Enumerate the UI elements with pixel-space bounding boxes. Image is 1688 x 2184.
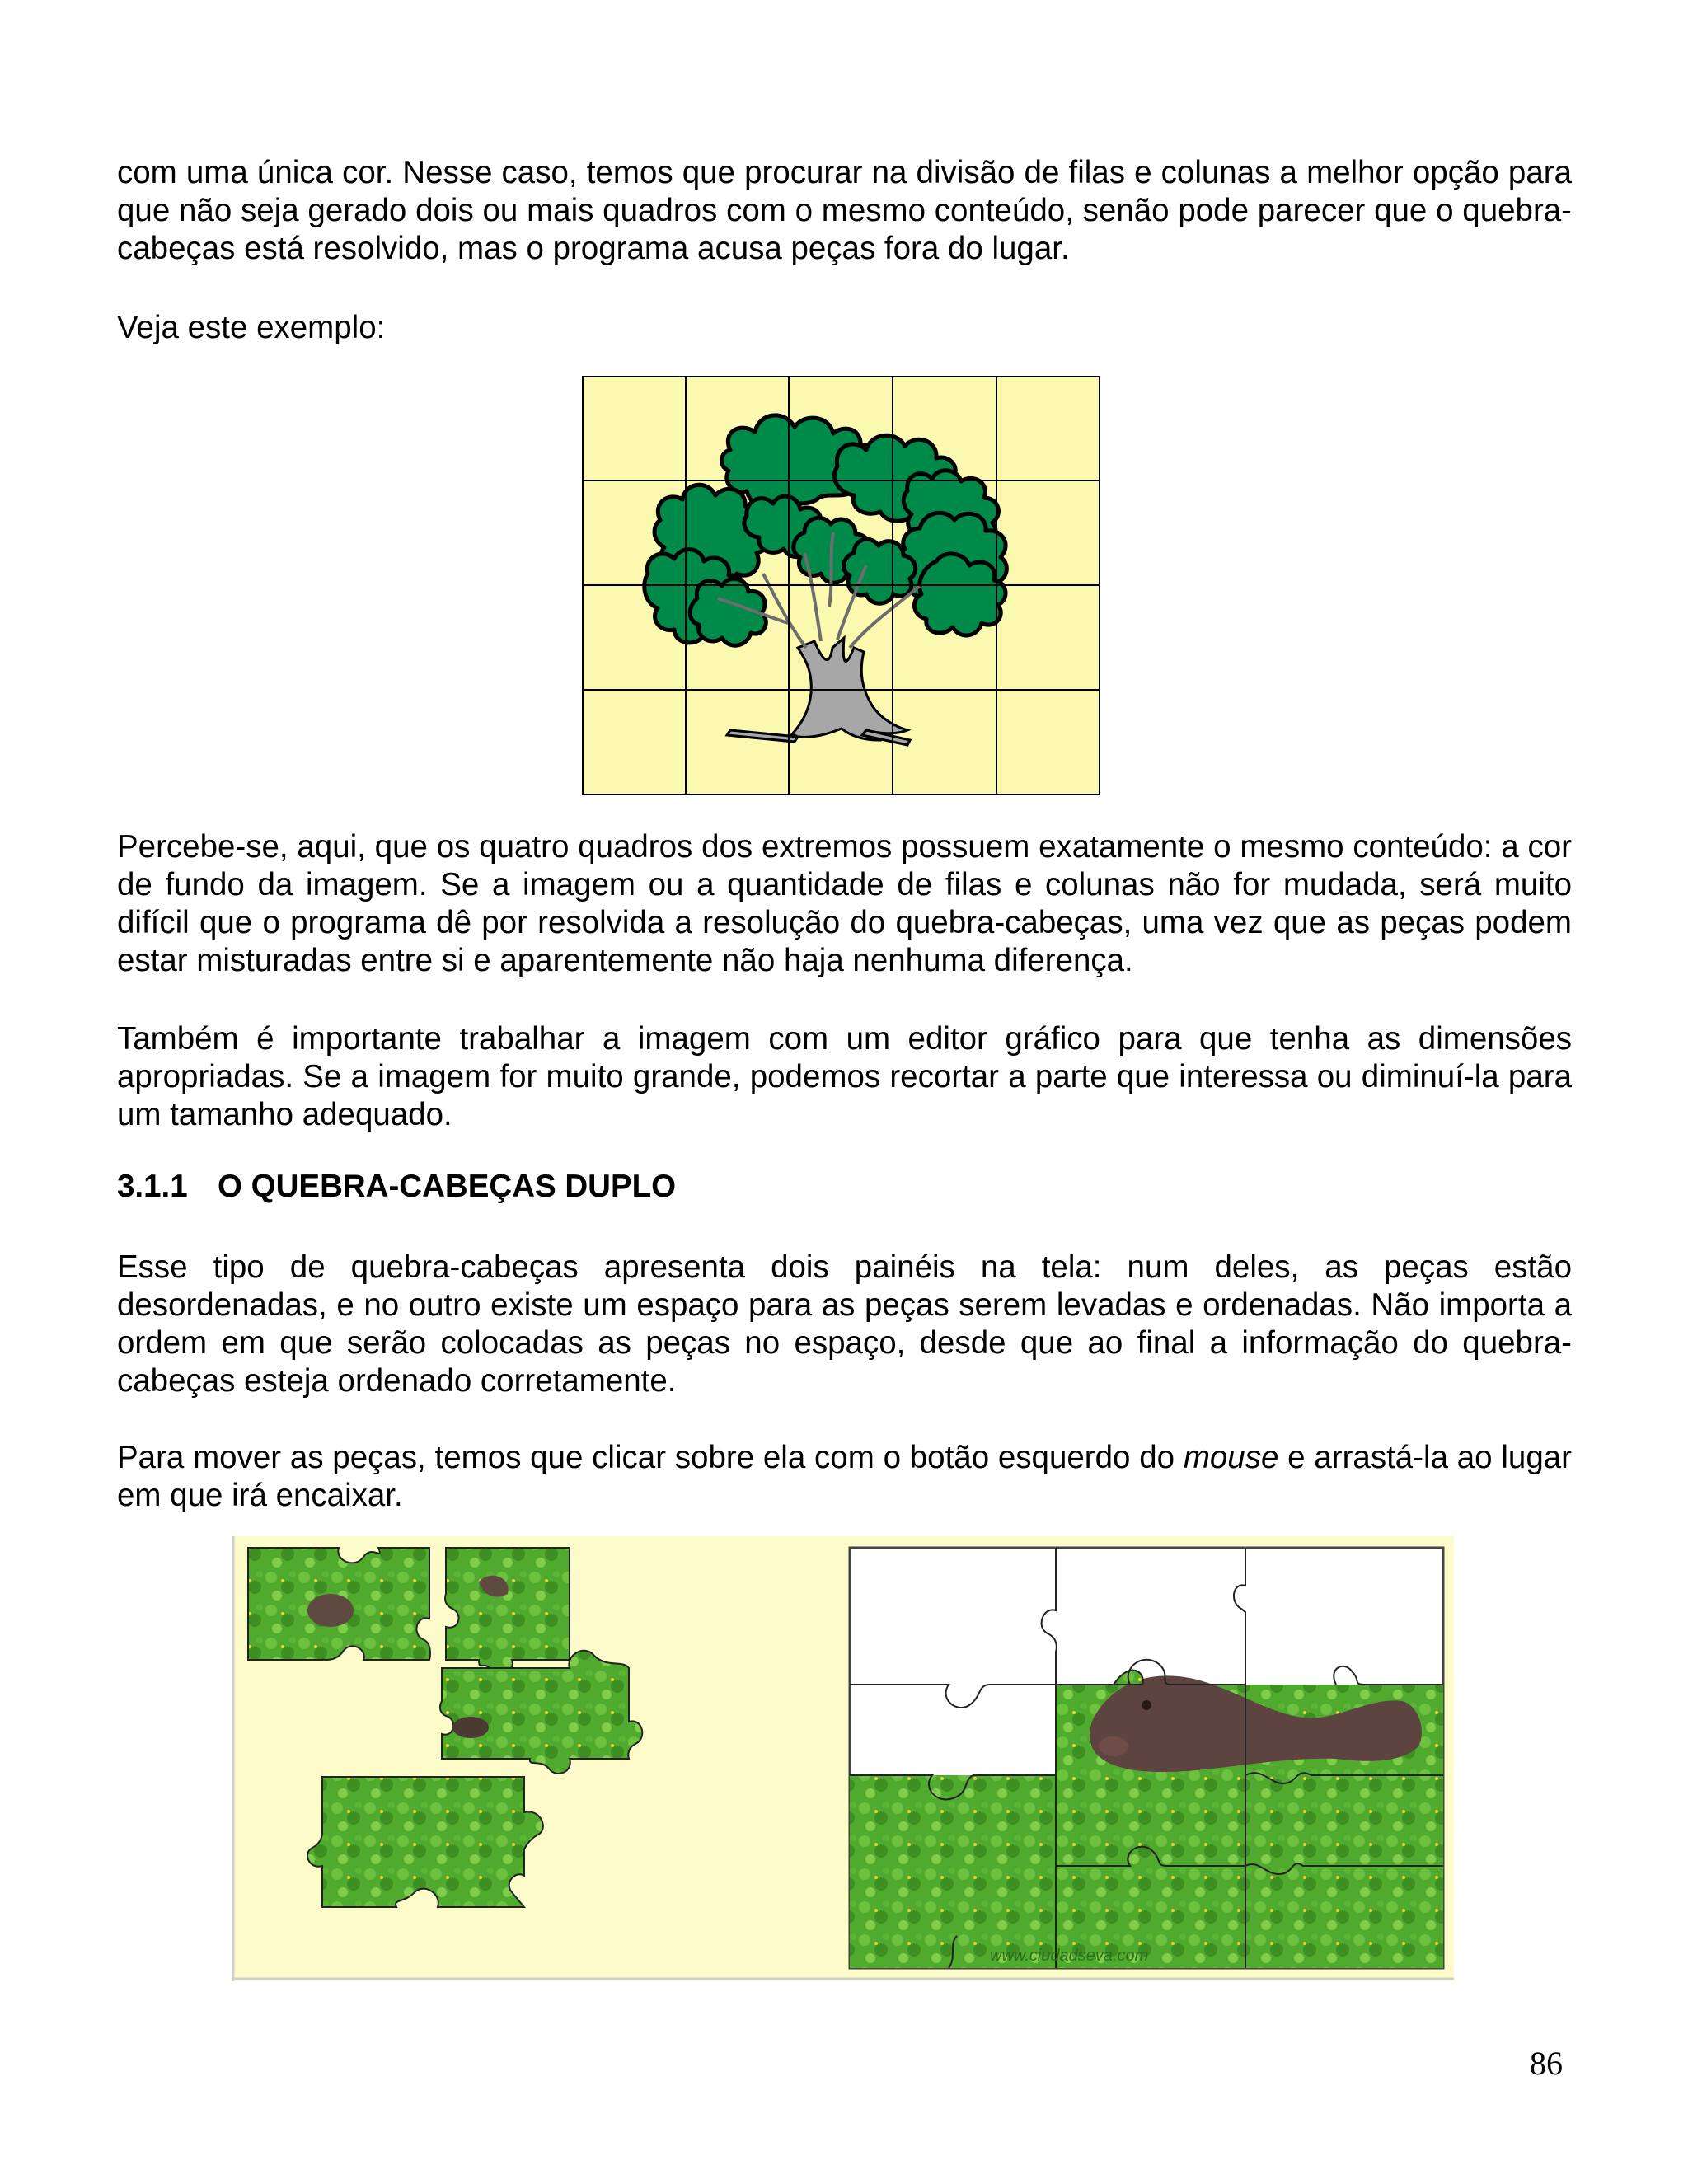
puzzle-board bbox=[850, 1548, 1443, 1968]
paragraph-double-puzzle: Esse tipo de quebra-cabeças apresenta dois painéis na tela: num deles, as peças estão desordenadas, e no outro existe um espaço para as peças serem levadas e ordenadas. Não importa a ordem em que serão colocadas as peças no espaço, desde que ao final a informação do quebra-cabeças esteja ordenado corretamente. bbox=[117, 1249, 1572, 1399]
watermark-text: www.ciudadseva.com bbox=[990, 1947, 1149, 1965]
paragraph-single-color: com uma única cor. Nesse caso, temos que procurar na divisão de filas e colunas a melhor opção para que não seja gerado dois ou mais quadros com o mesmo conteúdo, senão pode parecer que o quebra-cabeças está resolvido, mas o programa acusa peças fora do lugar. bbox=[117, 155, 1572, 266]
paragraph-image-editor: Também é importante trabalhar a imagem com um editor gráfico para que tenha as dimensões apropriadas. Se a imagem for muito grande, podemos recortar a parte que interessa ou diminuí-la para um tamanho adequado. bbox=[117, 1021, 1572, 1132]
section-number: 3.1.1 bbox=[117, 1169, 188, 1204]
section-title: O QUEBRA-CABEÇAS DUPLO bbox=[218, 1169, 677, 1204]
mouse-term: mouse bbox=[1183, 1440, 1279, 1475]
paragraph-move-pieces: Para mover as peças, temos que clicar sobre ela com o botão esquerdo do mouse e arrastá-la ao lugar em que irá encaixar. bbox=[117, 1440, 1572, 1513]
double-puzzle-figure bbox=[232, 1536, 1454, 1981]
section-heading bbox=[117, 1168, 676, 1206]
paragraph-example-intro: Veja este exemplo: bbox=[117, 310, 386, 345]
page-number: 86 bbox=[1530, 2045, 1563, 2082]
paragraph-corner-squares: Percebe-se, aqui, que os quatro quadros dos extremos possuem exatamente o mesmo conteúdo: a cor de fundo da imagem. Se a imagem ou a quantidade de filas e colunas não for mudada, será muito difícil que o programa dê por resolvida a resolução do quebra-cabeças, uma vez que as peças podem estar misturadas entre si e aparentemente não haja nenhuma diferença. bbox=[117, 829, 1572, 978]
tree-puzzle-figure bbox=[582, 376, 1100, 795]
